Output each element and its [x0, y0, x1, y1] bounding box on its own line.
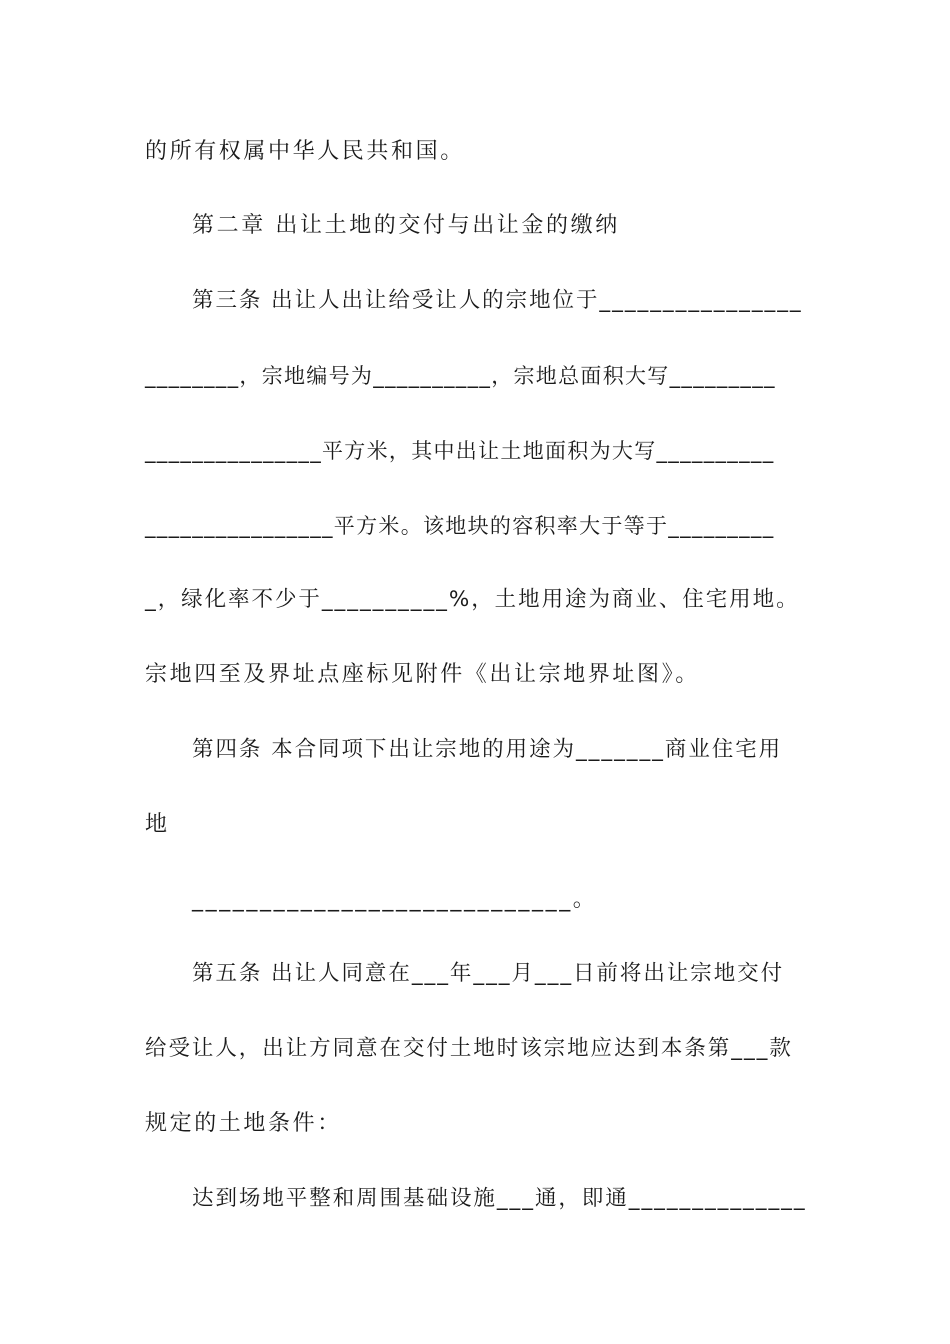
article-3-line-5: _，绿化率不少于__________%，土地用途为商业、住宅用地。 — [145, 587, 800, 612]
article-4-line-3: ____________________________。 — [192, 887, 598, 912]
article-5-line-3: 规定的土地条件： — [145, 1111, 342, 1136]
site-condition-line: 达到场地平整和周围基础设施___通，即通______________ — [192, 1186, 807, 1211]
article-3-line-1: 第三条 出让人出让给受让人的宗地位于________________ — [192, 288, 803, 313]
article-3-line-4: ________________平方米。该地块的容积率大于等于_________ — [145, 514, 775, 538]
article-3-line-6: 宗地四至及界址点座标见附件《出让宗地界址图》。 — [145, 662, 700, 687]
paragraph-line-ownership: 的所有权属中华人民共和国。 — [145, 139, 465, 164]
article-3-line-3: _______________平方米，其中出让土地面积为大写__________ — [145, 439, 775, 463]
article-5-line-2: 给受让人，出让方同意在交付土地时该宗地应达到本条第___款 — [145, 1036, 793, 1061]
article-3-line-2: ________，宗地编号为__________，宗地总面积大写_________ — [145, 364, 776, 388]
article-5-line-1: 第五条 出让人同意在___年___月___日前将出让宗地交付 — [192, 961, 785, 986]
chapter-heading: 第二章 出让土地的交付与出让金的缴纳 — [192, 213, 620, 238]
article-4-line-2: 地 — [145, 812, 170, 837]
article-4-line-1: 第四条 本合同项下出让宗地的用途为_______商业住宅用 — [192, 737, 783, 762]
